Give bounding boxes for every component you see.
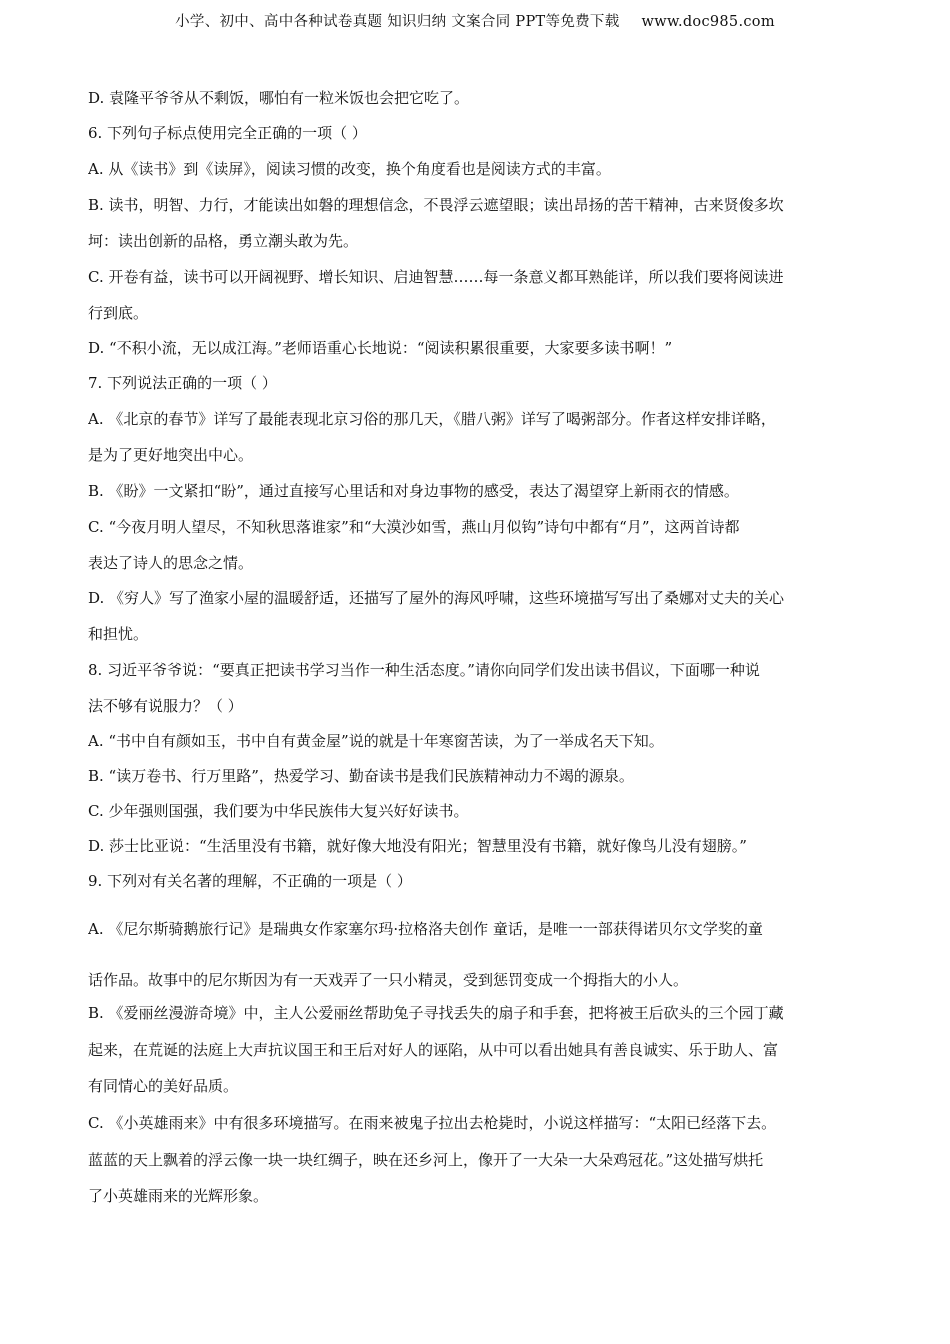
text-line: 6. 下列句子标点使用完全正确的一项（ ） xyxy=(88,124,367,142)
text-line: B. 读书，明智、力行，才能读出如磐的理想信念，不畏浮云遮望眼；读出昂扬的苦干精神，古来贤俊多坎 xyxy=(88,196,784,214)
text-line: A. 《北京的春节》详写了最能表现北京习俗的那几天，《腊八粥》详写了喝粥部分。作者这样安排详略， xyxy=(88,410,776,428)
text-line: D. 莎士比亚说：“生活里没有书籍，就好像大地没有阳光；智慧里没有书籍，就好像鸟儿没有翅膀。” xyxy=(88,837,747,855)
text-line: B. 《盼》一文紧扣“盼”，通过直接写心里话和对身边事物的感受，表达了渴望穿上新雨衣的情感。 xyxy=(88,482,739,500)
text-line: A. 《尼尔斯骑鹅旅行记》是瑞典女作家塞尔玛·拉格洛夫创作 童话，是唯一一部获得诺贝尔文学奖的童 xyxy=(88,920,763,938)
text-line: 话作品。故事中的尼尔斯因为有一天戏弄了一只小精灵，受到惩罚变成一个拇指大的小人。 xyxy=(88,971,689,989)
text-line: 7. 下列说法正确的一项（ ） xyxy=(88,374,277,392)
text-line: C. 少年强则国强，我们要为中华民族伟大复兴好好读书。 xyxy=(88,802,469,820)
text-line: 了小英雄雨来的光辉形象。 xyxy=(88,1187,269,1205)
page-header xyxy=(0,10,950,31)
text-line: C. 开卷有益，读书可以开阔视野、增长知识、启迪智慧……每一条意义都耳熟能详，所以我们要将阅读进 xyxy=(88,268,784,286)
text-line: 表达了诗人的思念之情。 xyxy=(88,554,254,572)
text-line: A. 从《读书》到《读屏》，阅读习惯的改变，换个角度看也是阅读方式的丰富。 xyxy=(88,160,611,178)
text-line: D. “不积小流，无以成江海。”老师语重心长地说：“阅读积累很重要，大家要多读书啊！” xyxy=(88,339,673,357)
text-line: 法不够有说服力？（ ） xyxy=(88,697,243,715)
text-line: 行到底。 xyxy=(88,304,149,322)
text-line: 有同情心的美好品质。 xyxy=(88,1077,239,1095)
header-text: 小学、初中、高中各种试卷真题 知识归纳 文案合同 PPT等免费下载 xyxy=(175,14,620,30)
text-line: 9. 下列对有关名著的理解，不正确的一项是（ ） xyxy=(88,872,412,890)
text-line: 和担忧。 xyxy=(88,625,149,643)
text-line: C. “今夜月明人望尽，不知秋思落谁家”和“大漠沙如雪，燕山月似钩”诗句中都有“月”，这两首诗都 xyxy=(88,518,740,536)
text-line: A. “书中自有颜如玉，书中自有黄金屋”说的就是十年寒窗苦读，为了一举成名天下知。 xyxy=(88,732,664,750)
text-line: 8. 习近平爷爷说：“要真正把读书学习当作一种生活态度。”请你向同学们发出读书倡议，下面哪一种说 xyxy=(88,661,760,679)
header-site-url: www.doc985.com xyxy=(641,14,775,30)
text-line: D. 袁隆平爷爷从不剩饭，哪怕有一粒米饭也会把它吃了。 xyxy=(88,89,470,107)
text-line: 是为了更好地突出中心。 xyxy=(88,446,254,464)
text-line: C. 《小英雄雨来》中有很多环境描写。在雨来被鬼子拉出去枪毙时，小说这样描写：“太阳已经落下去。 xyxy=(88,1114,777,1132)
text-line: 坷：读出创新的品格，勇立潮头敢为先。 xyxy=(88,232,359,250)
text-line: B. 《爱丽丝漫游奇境》中，主人公爱丽丝帮助兔子寻找丢失的扇子和手套，把将被王后砍头的三个园丁藏 xyxy=(88,1004,784,1022)
text-line: 蓝蓝的天上飘着的浮云像一块一块红绸子，映在还乡河上，像开了一大朵一大朵鸡冠花。”这处描写烘托 xyxy=(88,1151,764,1169)
text-line: 起来，在荒诞的法庭上大声抗议国王和王后对好人的诬陷，从中可以看出她具有善良诚实、乐于助人、富 xyxy=(88,1041,779,1059)
text-line: B. “读万卷书、行万里路”，热爱学习、勤奋读书是我们民族精神动力不竭的源泉。 xyxy=(88,767,634,785)
text-line: D. 《穷人》写了渔家小屋的温暖舒适，还描写了屋外的海风呼啸，这些环境描写写出了桑娜对丈夫的关心 xyxy=(88,589,785,607)
